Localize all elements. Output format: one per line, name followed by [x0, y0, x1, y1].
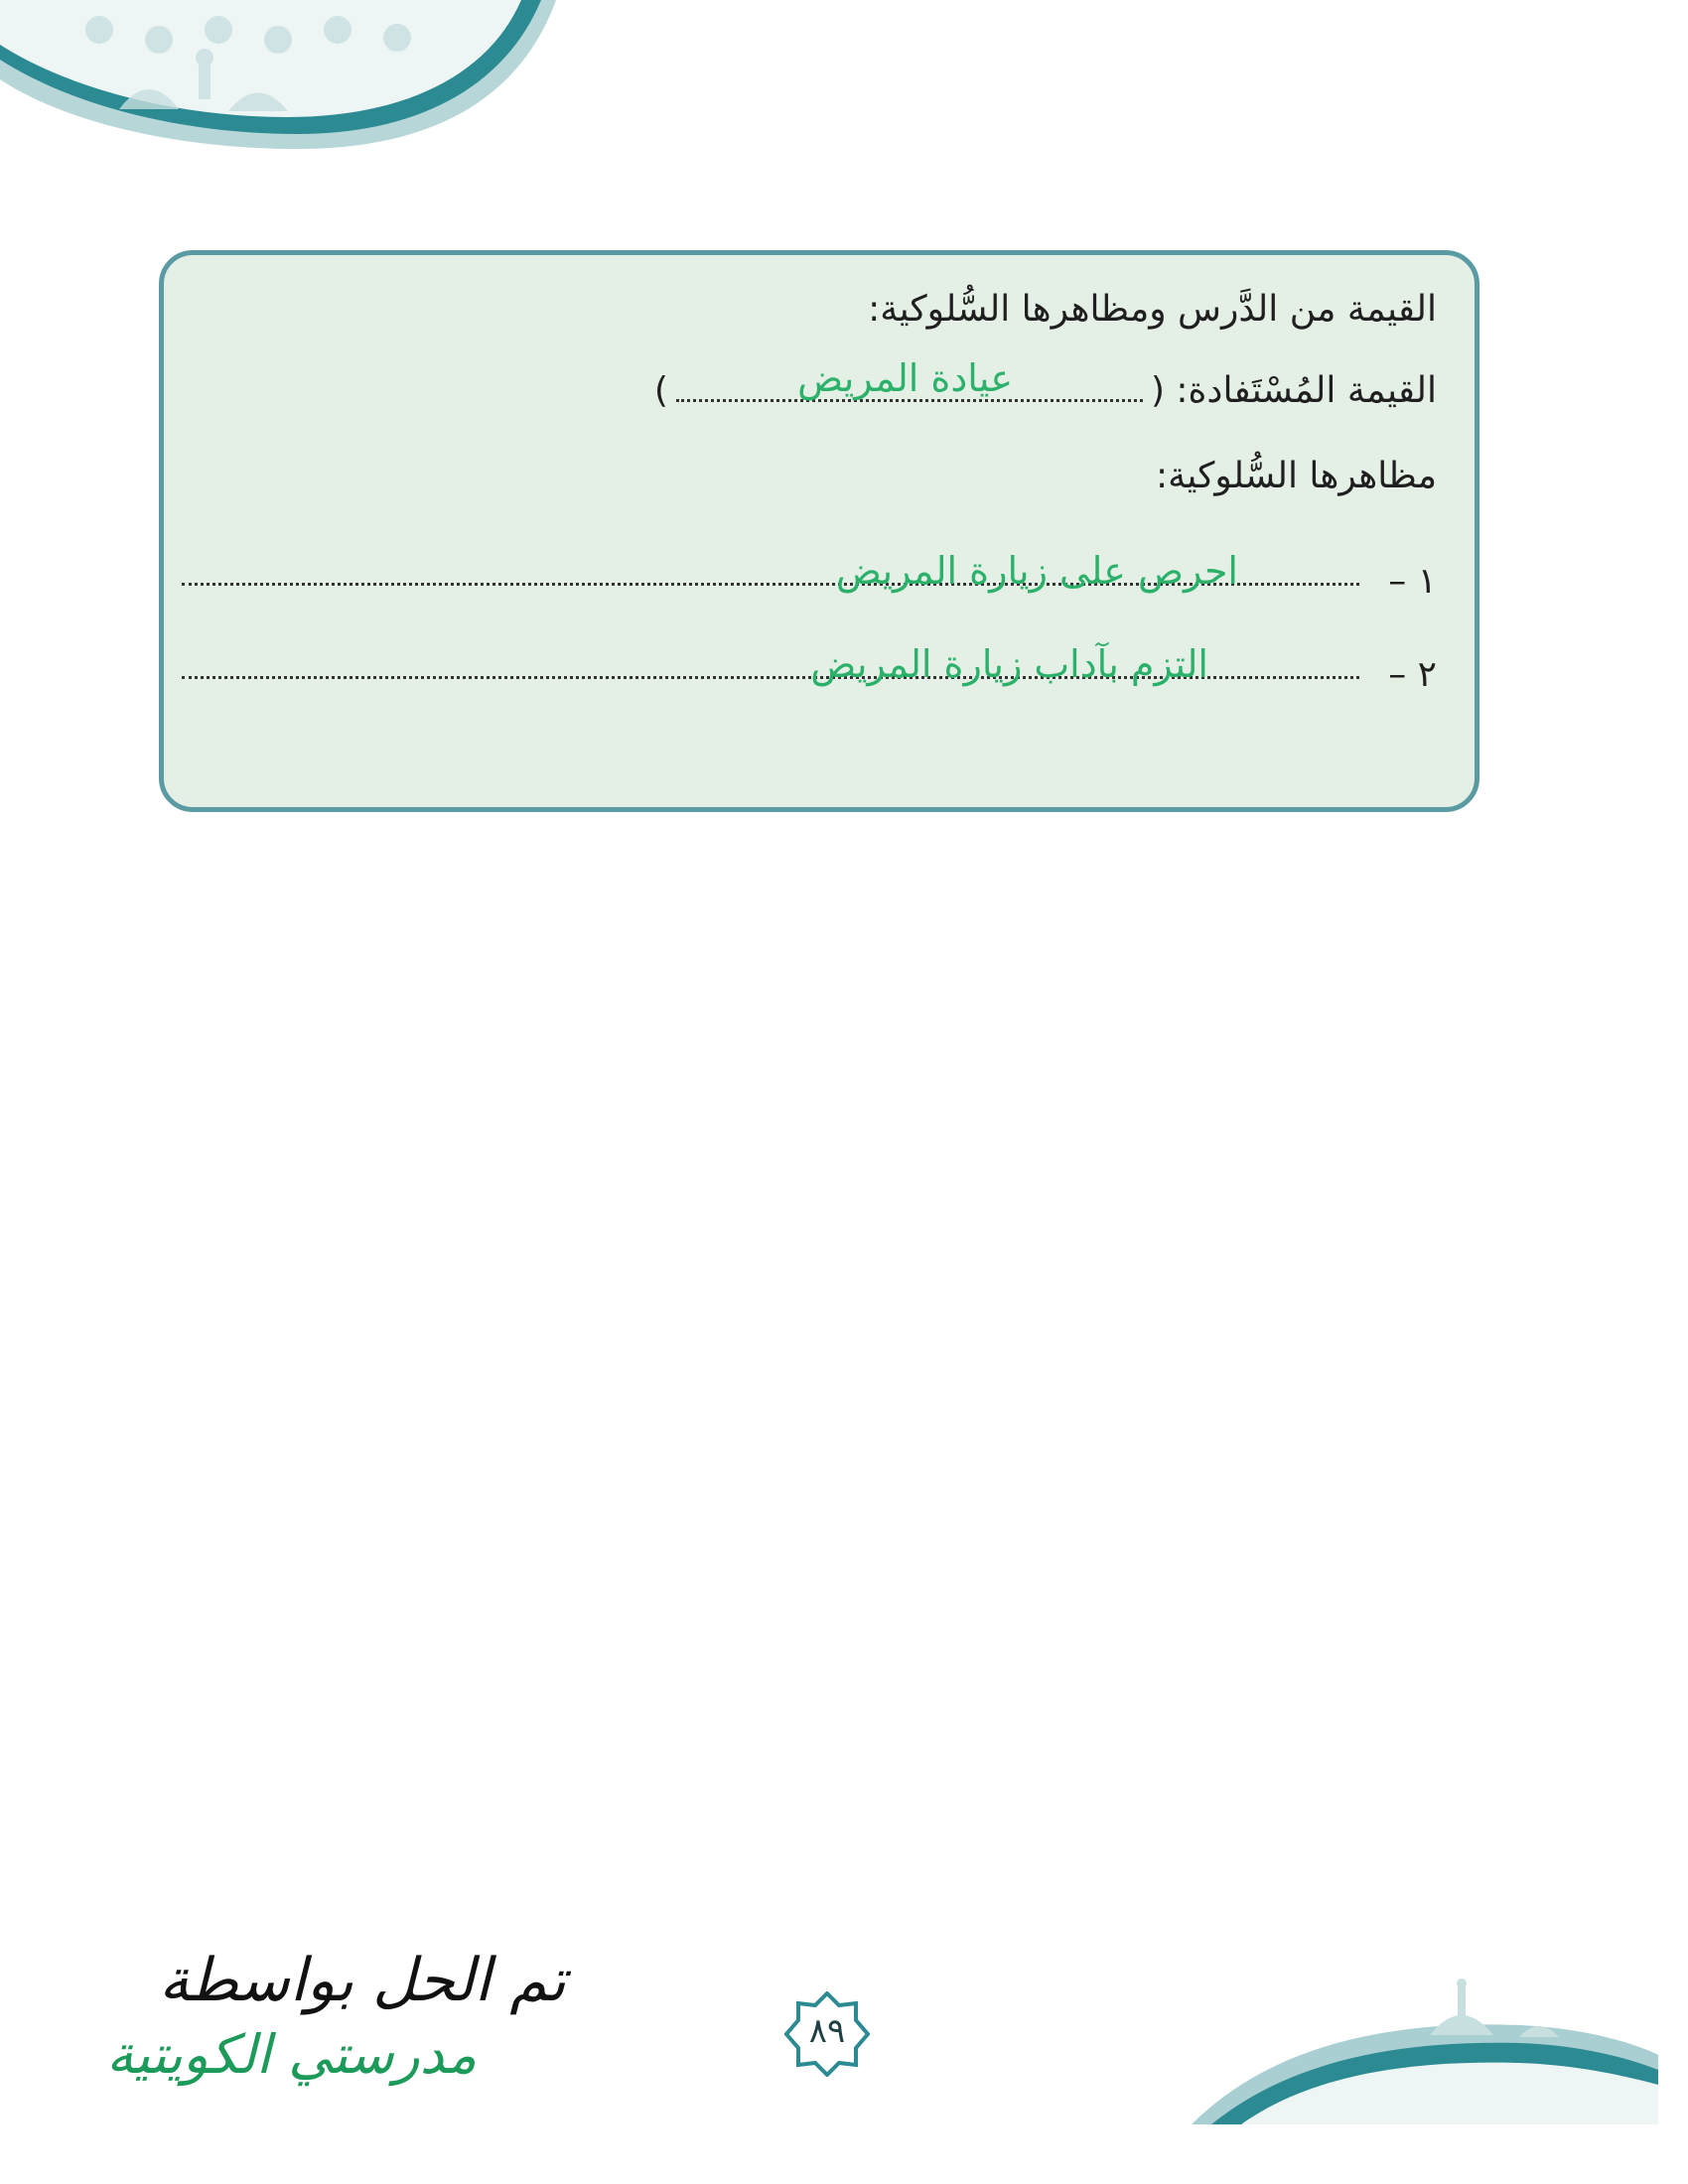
stamp-line-2: مدرستي الكويتية [106, 2023, 477, 2086]
manifestation-item-2 [182, 644, 1437, 704]
value-box [159, 250, 1479, 812]
page-number: ٨٩ [808, 2011, 846, 2051]
value-close-paren: ) [653, 370, 668, 411]
item-number: ٢ – [1388, 654, 1437, 695]
top-corner-decoration [0, 0, 556, 169]
stamp-line-1: تم الحل بواسطة [159, 1946, 566, 2015]
manifestations-label: مظاهرها السُّلوكية: [1155, 456, 1437, 496]
item-answer: التزم بآداب زيارة المريض [810, 642, 1208, 686]
item-answer: احرص على زيارة المريض [835, 549, 1238, 593]
value-line [654, 370, 1437, 411]
manifestation-item-1 [182, 551, 1437, 611]
item-number: ١ – [1388, 561, 1437, 602]
value-answer: عيادة المريض [797, 356, 1013, 400]
solution-stamp [70, 1946, 586, 2085]
value-label: القيمة المُسْتَفادة: ( [1150, 370, 1437, 411]
lesson-value-heading: القيمة من الدَّرس ومظاهرها السُّلوكية: [868, 289, 1437, 330]
bottom-corner-decoration [1192, 1976, 1658, 2124]
